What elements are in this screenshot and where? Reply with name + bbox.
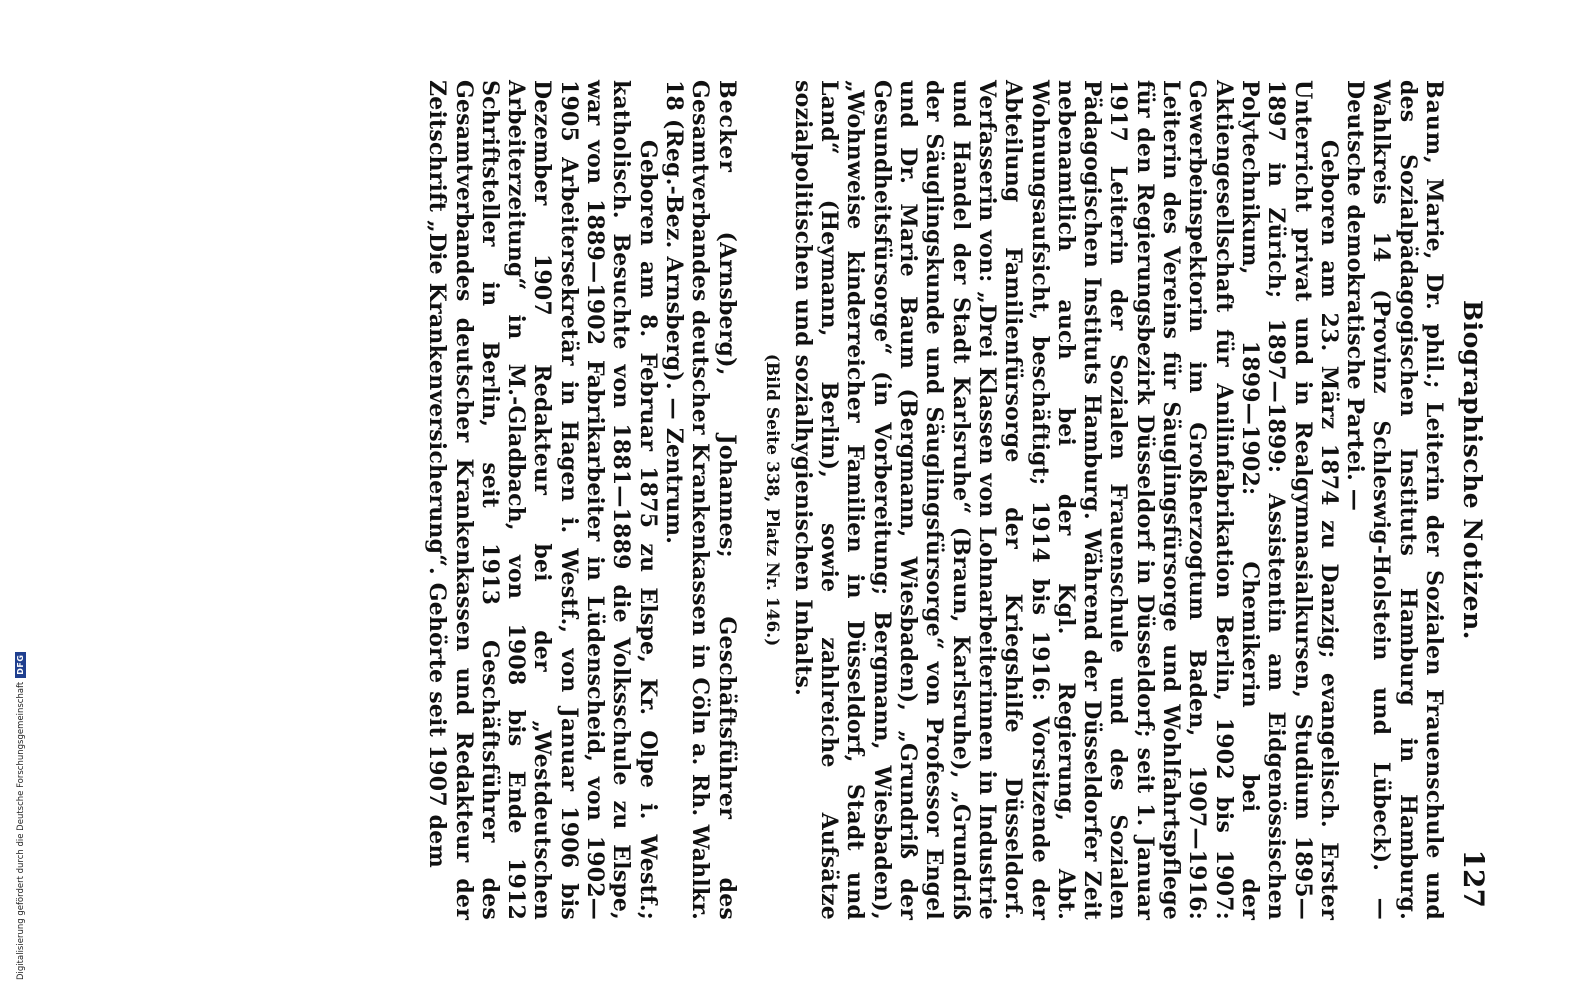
entry-intro xyxy=(1342,80,1447,920)
entry-intro-text: (Arnsberg), Johannes; Geschäftsführer des Gesamtverbandes deutscher Krankenkassen in Cöln a. Rh. Wahlkr. 18 (Reg.-Bez. Arnsberg). — Zentrum. xyxy=(660,80,740,921)
entry-surname: Baum, xyxy=(1421,80,1447,165)
digitization-credit-strip xyxy=(0,0,26,1000)
entry-biography-text: Geboren am 8. Februar 1875 zu Elspe, Kr. Olpe i. Westf.; katholisch. Besuchte von 1881—1889 die Volksschule zu Elspe, war von 1889—1902 Fabrikarbeiter in Lüdenscheid, von 1902—1905 Arbeitersekretär in Hagen i. Westf., von Januar 1906 bis Dezember 1907 Redakteur bei der „Westdeutschen Arbeiterzeitung“ in M.-Gladbach, von 1908 bis Ende 1912 Schriftsteller in Berlin, seit 1913 Geschäftsführer des Gesamtverbandes deutscher Krankenkassen und Redakteur der Zeitschrift „Die Krankenversicherung“. Gehörte seit 1907 dem xyxy=(424,80,661,920)
credit-text: Digitalisierung gefördert durch die Deutsche Forschungsgemeinschaft xyxy=(15,681,26,980)
page-number: 127 xyxy=(1457,849,1490,908)
page-content xyxy=(160,80,1490,920)
image-reference-note: (Bild Seite 338, Platz Nr. 146.) xyxy=(761,353,782,647)
biography-entry-baum xyxy=(762,80,1447,920)
entry-biography-text: Geboren am 23. März 1874 zu Danzig; evangelisch. Erster Unterricht privat und in Realgymnasialkursen, Studium 1895—1897 in Zürich; 1897—1899: Assistentin am Eidgenössischen Polytechnikum, 1899—1902: Chemikerin bei der Aktiengesellschaft für Anilinfabrikation Berlin, 1902 bis 1907: Gewerbeinspektorin im Großherzogtum Baden, 1907—1916: Leiterin des Vereins für Säuglingsfürsorge und Wohlfahrtspflege für den Regierungsbezirk Düsseldorf in Düsseldorf; seit 1. Januar 1917 Leiterin der Sozialen Frauenschule und des Sozialen Pädagogischen Instituts Hamburg. Während der Düsseldorfer Zeit nebenamtlich auch bei der Kgl. Regierung, Abt. Wohnungsaufsicht, beschäftigt; 1914 bis 1916: Vorsitzende der Abteilung Familienfürsorge der Kriegshilfe Düsseldorf. Verfasserin von: „Drei Klassen von Lohnarbeiterinnen in Industrie und Handel der Stadt Karlsruhe“ (Braun, Karlsruhe), „Grundriß der Säuglingskunde und Säuglingsfürsorge“ von Professor Engel und Dr. Marie Baum (Bergmann, Wiesbaden), „Grundriß der Gesundheitsfürsorge“ (in Vorbereitung; Bergmann, Wiesbaden), „Wohnweise kinderreicher Familien in Düsseldorf, Stadt und Land“ (Heymann, Berlin), sowie zahlreiche Aufsätze sozialpolitischen und sozialhygienischen Inhalts. xyxy=(789,80,1342,920)
page-header xyxy=(1457,80,1490,920)
dfg-logo: DFG xyxy=(15,652,26,678)
running-title: Biographische Notizen. xyxy=(1458,300,1487,640)
biography-entry-becker xyxy=(424,80,740,920)
entry-surname: Becker xyxy=(713,80,740,173)
entry-intro xyxy=(661,80,740,920)
entry-intro-text: Marie, Dr. phil.; Leiterin der Sozialen Frauenschule und des Sozialpädagogischen Instituts Hamburg in Hamburg. Wahlkreis 14 (Provinz Schleswig-Holstein und Lübeck). — Deutsche demokratische Partei. — xyxy=(1342,80,1447,921)
digitization-credit xyxy=(15,652,26,980)
